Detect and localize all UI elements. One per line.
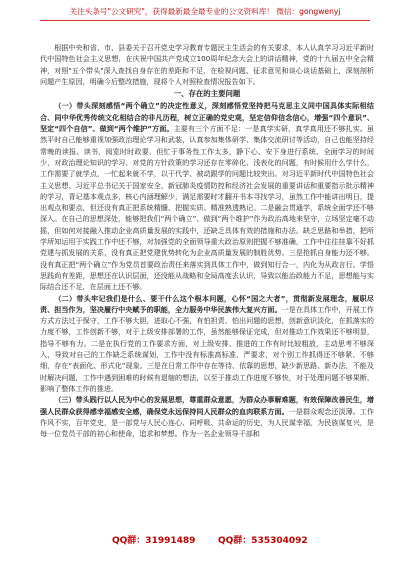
paragraph-1-lead: （一）带头深刻感悟“两个确立”的决定性意义，深刻感悟党坚持把马克思主义同中国具体实际相结合、同中华优秀传统文化相结合的非凡历程，树立正确的党史观，坚定信仰信念信心，增强“四个意识”、坚定“四个自信”、做到“两个维护”方面。 bbox=[40, 101, 374, 134]
qq-group-left: QQ群：31991489 bbox=[112, 536, 196, 546]
footer bbox=[0, 532, 408, 550]
top-banner bbox=[0, 0, 408, 36]
section-heading: 一、存在的主要问题 bbox=[173, 89, 241, 99]
paragraph-1 bbox=[40, 100, 374, 292]
paragraph-3-body: 一是群众观念还淡薄。工作作风不实，百年党史，是一部党与人民心连心、同呼吸、共命运的历史，为人民谋幸福，为民族谋复兴，是每一位党员干部的初心和使命，追求和梦想。作为一名企业领导干部和 bbox=[40, 406, 374, 439]
paragraph-3-lead: （三）带头践行以人民为中心的发展思想，尊重群众意愿，为群众办事解难题，有效保障改善民生，增强人民群众获得感幸福感安全感，确保党永远保持同人民群众的血肉联系方面。 bbox=[40, 395, 374, 416]
banner-text: 关注头条号"公文研究"，获得最新最全最专业的公文资料库！ 微信：gongwenyj bbox=[40, 6, 370, 21]
paragraph-3 bbox=[40, 394, 374, 439]
paragraph-2-lead: （二）带头牢记我们是什么、要干什么这个根本问题，心怀“国之大者”，贯彻新发展理念，履职尽责、担当作为，坚决履行中央赋予的职能，全力服务中华民族伟大复兴方面。 bbox=[40, 293, 374, 314]
document-body bbox=[40, 42, 374, 530]
paragraph-2 bbox=[40, 293, 374, 395]
intro-paragraph: 根据中央和省、市、县委关于召开党史学习教育专题民主生活会的有关要求，本人认真学习习近平新时代中国特色社会主义思想，在庆祝中国共产党成立100周年纪念大会上的讲话精神，党的十九届五中全会精神，对照"五个带头"深入查找自身存在的差距和不足，在检视问题、征求意见和谈心谈话基础上，深刻剖析问题产生原因，明确今后整改措施，现将个人对照检查情况报告如下。 bbox=[40, 43, 374, 86]
paragraph-2-body: 一是在具体工作中，开展工作方式方法过于保守，工作不够大胆，进取心不强，有怕担责、怕出问题的思想，创新意识淡化，在抓落实的力度不够，工作创新不够，对于上级安排部署的工作，虽然能够保证完成，但对推动工作效果还不够明显，指导不够有力。二是在执行党的工作要求方面，对上级安排、推进的工作有时比较粗放，主动思考不够深入，导致对自己的工作缺乏系统谋划，工作中没有标准高标准、严要求，对个别工作抓得还不够紧、不够细，存在“表面化、形式化”现象。三是在日常工作中存在等待、依靠的思想，缺少新思路、新办法，不能及时解决问题，工作中遇到困难的时候有退缩的想法，以至于推动工作进度不够快，对于处理问题不够果断，影响了整体工作的推进。 bbox=[40, 304, 374, 393]
qq-group-right: QQ群：535304092 bbox=[218, 536, 308, 546]
paragraph-1-body: 主要有三个方面不足：一是真学实研，真学真用还不够扎实。虽然平时自己能够重视加强政治理论学习和武装，认真参加集体研学、集体交流研讨等活动，自己也能坚持经常晚的读报、读书，阅览时时政要，但忙于事务性工作太多，静下心、安下身进行系统、全面学习的时间少，对政治理论知识的学习、对党的方针政策的学习还存在零碎化、浅表化的问题，有时候用什么学什么，工作需要了就学点，一忙起来就不学，以干代学、被动跟学的问题比较突出。对习近平新时代中国特色社会主义思想、习近平总书记关于国家安全、新冠肺炎疫情防控和经济社会发展的重要讲话和重要指示批示精神的学习，背记基本观点多，核心内涵理解少，满足需要时才翻开书本寻找学习，虽然工作中能讲出明日，提出观点和要点，但还没有真正把系统精髓、把握实质、精准熟透熟记。二是融会贯通学，系统全面学还不够深入。在自己的思想深处，能够把我们“两个确立”、做到“两个维护”作为政治高地来坚守，立场坚定毫不动摇，但如何对接融入推动企业高质量发展的实践中，还缺乏具体有效的措施和办法。缺乏思路和举措，把所学所知运用于实践工作中还不够，对加强党的全面领导重大政治原则把握不够准确，工作中往往挂靠不好抓党建与抓发展的关系，没有真正把党建优势转化为企业高质量发展的制胜优势。三是抢抓自身能力还不够。没有真正把“两个确立”作为党员首要政治责任来落实到具体工作中，做到知行合一，内化为从政言行。学悟思践尚有差距，思想还在认识层面，还没能从战略和全局高度去认识，导致以能治政能力不足，思想能与实际结合还不足，在层面上还不够。 bbox=[40, 124, 374, 292]
